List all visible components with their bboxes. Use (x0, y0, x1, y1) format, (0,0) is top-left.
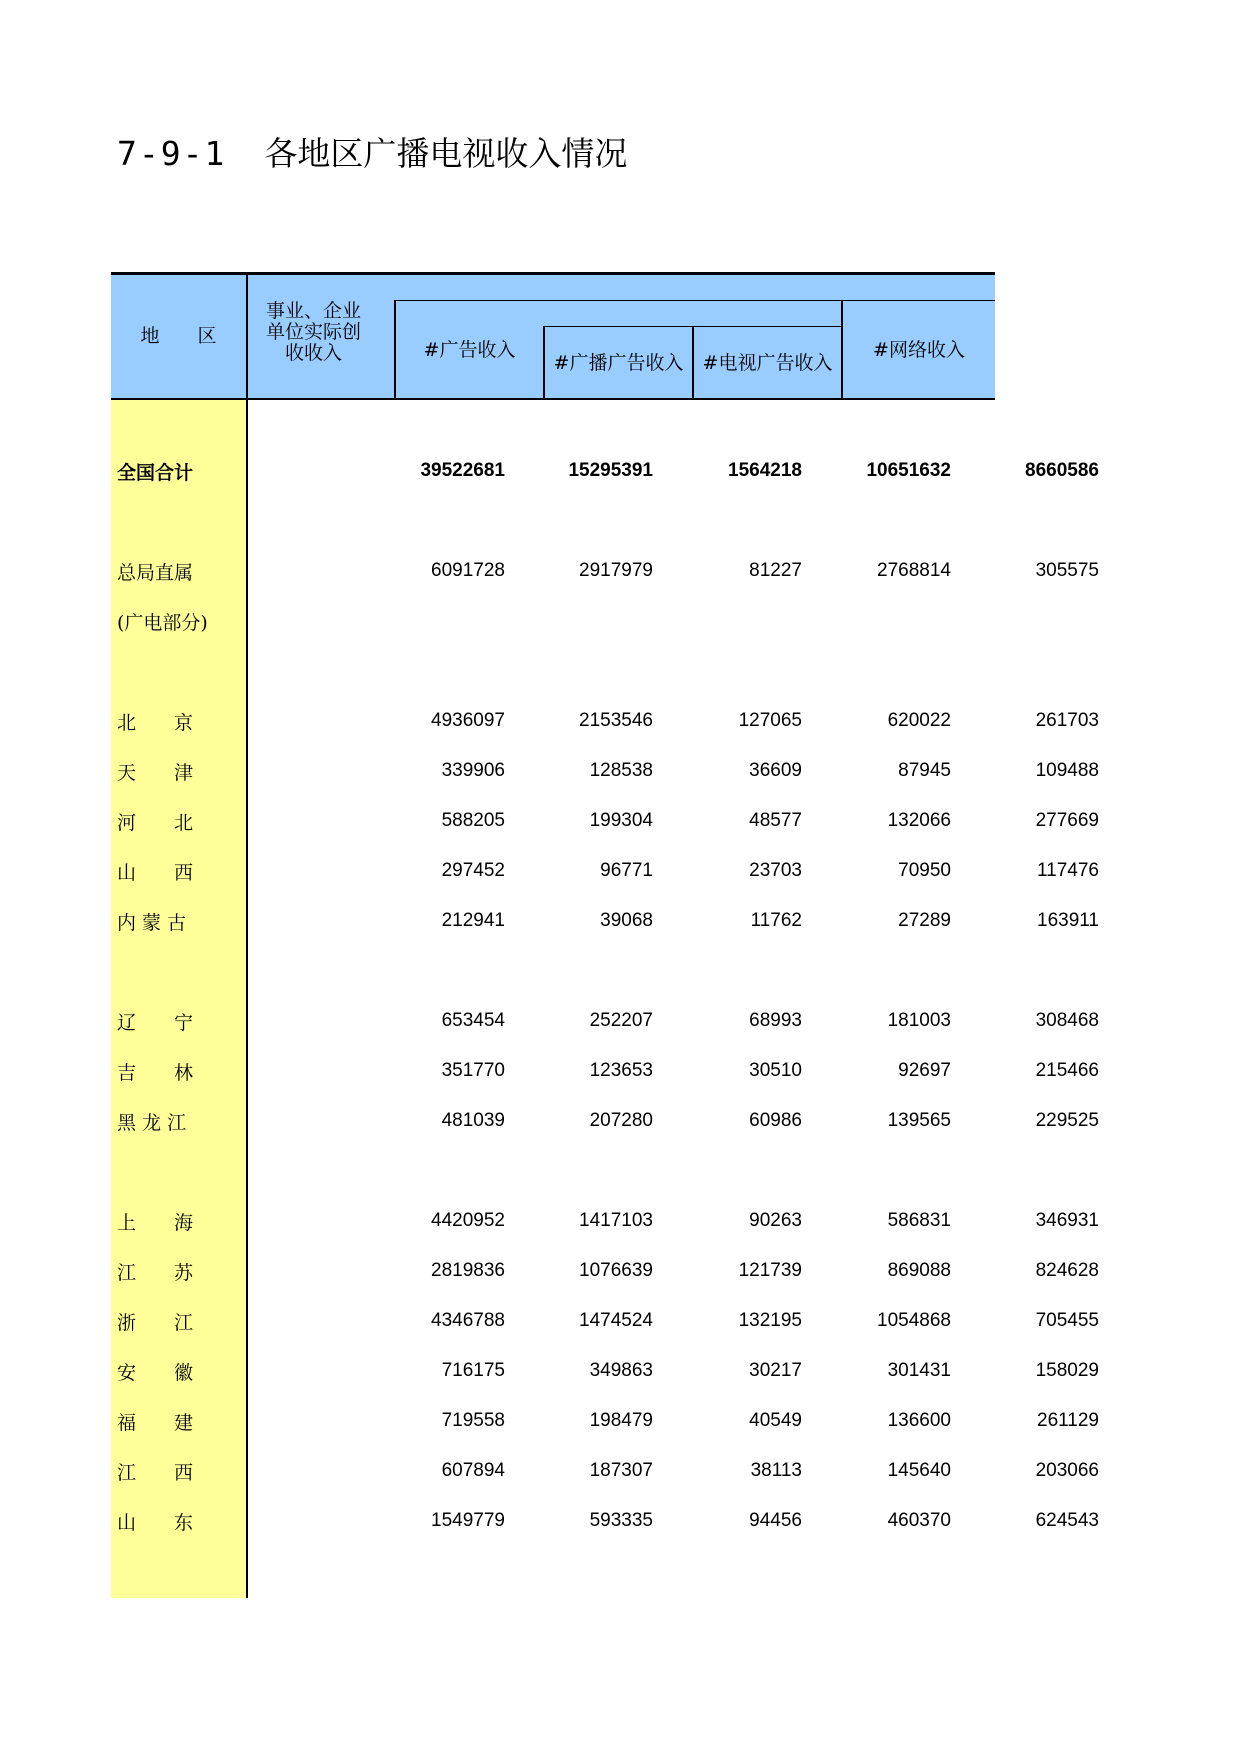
cell-ad-income: 39068 (600, 910, 653, 931)
cell-network: 8660586 (1025, 460, 1099, 481)
cell-network: 624543 (1035, 1510, 1099, 1531)
cell-radio-ad: 23703 (749, 860, 802, 881)
table-row (111, 706, 1099, 736)
cell-income: 6091728 (431, 560, 505, 581)
cell-tv-ad: 1054868 (877, 1310, 951, 1331)
cell-income: 4936097 (431, 710, 505, 731)
cell-income: 4346788 (431, 1310, 505, 1331)
table-row (111, 556, 1099, 586)
cell-income: 1549779 (431, 1510, 505, 1531)
cell-network: 261129 (1037, 1410, 1099, 1431)
region-name: 内 蒙 古 (117, 911, 187, 934)
cell-ad-income: 199304 (589, 810, 653, 831)
table-row (111, 756, 1099, 786)
cell-tv-ad: 27289 (898, 910, 951, 931)
cell-radio-ad: 30510 (749, 1060, 802, 1081)
cell-ad-income: 15295391 (568, 460, 653, 481)
cell-income: 481039 (441, 1110, 505, 1131)
cell-ad-income: 1076639 (579, 1260, 653, 1281)
cell-network: 705455 (1035, 1310, 1099, 1331)
cell-tv-ad: 620022 (887, 710, 951, 731)
table-row (111, 856, 1099, 886)
cell-income: 297452 (441, 860, 505, 881)
region-name: 河 北 (117, 811, 194, 834)
cell-ad-income: 207280 (589, 1110, 653, 1131)
cell-income: 653454 (441, 1010, 505, 1031)
cell-tv-ad: 460370 (887, 1510, 951, 1531)
table-row (111, 1406, 1099, 1436)
cell-ad-income: 123653 (589, 1060, 653, 1081)
cell-network: 305575 (1035, 560, 1099, 581)
region-name: 北 京 (117, 711, 194, 734)
table-row (111, 1356, 1099, 1386)
cell-income: 39522681 (420, 460, 505, 481)
region-name: 山 西 (117, 861, 194, 884)
cell-tv-ad: 139565 (887, 1110, 951, 1131)
cell-ad-income: 252207 (589, 1010, 653, 1031)
header-region: 地 区 (140, 325, 217, 347)
table-row (111, 1056, 1099, 1086)
cell-tv-ad: 87945 (898, 760, 951, 781)
cell-network: 158029 (1035, 1360, 1099, 1381)
table-row (111, 906, 1099, 936)
header-col3: #广播广告收入 (553, 351, 684, 374)
header-rule-inner (395, 300, 995, 301)
cell-tv-ad: 2768814 (877, 560, 951, 581)
cell-radio-ad: 90263 (749, 1210, 802, 1231)
region-name: 天 津 (117, 761, 194, 784)
region-name: 吉 林 (117, 1061, 194, 1084)
cell-tv-ad: 145640 (887, 1460, 951, 1481)
cell-network: 277669 (1035, 810, 1099, 831)
cell-income: 339906 (441, 760, 505, 781)
table-row (111, 806, 1099, 836)
table-row (111, 1456, 1099, 1486)
cell-income: 351770 (441, 1060, 505, 1081)
cell-network: 163911 (1037, 910, 1099, 931)
cell-ad-income: 1474524 (579, 1310, 653, 1331)
region-name: 全国合计 (117, 461, 194, 484)
cell-tv-ad: 10651632 (866, 460, 951, 481)
region-name: 黑 龙 江 (117, 1111, 187, 1134)
header-col4: #电视广告收入 (702, 351, 833, 374)
cell-ad-income: 187307 (589, 1460, 653, 1481)
table-row (111, 1206, 1099, 1236)
cell-tv-ad: 70950 (898, 860, 951, 881)
table-row (111, 1106, 1099, 1136)
cell-radio-ad: 30217 (749, 1360, 802, 1381)
region-name: 上 海 (117, 1211, 194, 1234)
table-row (111, 606, 995, 636)
cell-ad-income: 198479 (589, 1410, 653, 1431)
cell-tv-ad: 869088 (887, 1260, 951, 1281)
cell-ad-income: 2153546 (579, 710, 653, 731)
table-row (111, 1306, 1099, 1336)
cell-ad-income: 96771 (600, 860, 653, 881)
table-row (111, 1256, 1099, 1286)
region-name: 江 苏 (117, 1261, 194, 1284)
page-title (117, 128, 627, 175)
table-row (111, 1506, 1099, 1536)
cell-income: 719558 (441, 1410, 505, 1431)
table-row (111, 1006, 1099, 1036)
cell-radio-ad: 48577 (749, 810, 802, 831)
cell-network: 346931 (1035, 1210, 1099, 1231)
cell-ad-income: 593335 (589, 1510, 653, 1531)
cell-radio-ad: 38113 (750, 1460, 802, 1481)
region-name: 江 西 (117, 1461, 194, 1484)
income-table (111, 272, 1099, 1598)
cell-radio-ad: 60986 (749, 1110, 802, 1131)
cell-income: 4420952 (431, 1210, 505, 1231)
cell-income: 212941 (441, 910, 505, 931)
header-rule-inner (543, 326, 842, 327)
cell-ad-income: 1417103 (579, 1210, 653, 1231)
region-name: 总局直属 (117, 561, 194, 584)
region-name: 安 徽 (117, 1361, 194, 1384)
cell-radio-ad: 94456 (749, 1510, 802, 1531)
cell-radio-ad: 36609 (749, 760, 802, 781)
header-col2: #广告收入 (423, 338, 516, 361)
cell-ad-income: 2917979 (579, 560, 653, 581)
cell-tv-ad: 132066 (887, 810, 951, 831)
header-col1: 事业、企业单位实际创收收入 (265, 299, 361, 364)
cell-tv-ad: 92697 (898, 1060, 951, 1081)
cell-tv-ad: 586831 (887, 1210, 951, 1231)
region-name: 辽 宁 (117, 1011, 194, 1034)
cell-network: 203066 (1035, 1460, 1099, 1481)
table-row-total (111, 456, 1099, 486)
cell-network: 109488 (1035, 760, 1099, 781)
cell-tv-ad: 301431 (887, 1360, 951, 1381)
cell-network: 824628 (1035, 1260, 1099, 1281)
region-name: 福 建 (117, 1411, 194, 1434)
header-col5: #网络收入 (873, 338, 965, 361)
region-name: (广电部分) (117, 611, 208, 634)
cell-radio-ad: 121739 (738, 1260, 802, 1281)
table-number: 7-9-1 (117, 134, 227, 173)
region-name: 山 东 (117, 1511, 194, 1534)
cell-ad-income: 349863 (589, 1360, 653, 1381)
cell-income: 588205 (441, 810, 505, 831)
cell-radio-ad: 11762 (750, 910, 802, 931)
cell-radio-ad: 81227 (749, 560, 802, 581)
cell-radio-ad: 1564218 (728, 460, 802, 481)
table-title: 各地区广播电视收入情况 (264, 134, 628, 173)
cell-network: 261703 (1035, 710, 1099, 731)
cell-radio-ad: 40549 (749, 1410, 802, 1431)
cell-tv-ad: 136600 (887, 1410, 951, 1431)
cell-radio-ad: 132195 (738, 1310, 802, 1331)
cell-ad-income: 128538 (589, 760, 653, 781)
region-name: 浙 江 (117, 1311, 194, 1334)
cell-tv-ad: 181003 (887, 1010, 951, 1031)
cell-radio-ad: 127065 (738, 710, 802, 731)
cell-network: 215466 (1035, 1060, 1099, 1081)
cell-radio-ad: 68993 (749, 1010, 802, 1031)
cell-income: 607894 (441, 1460, 505, 1481)
cell-income: 2819836 (431, 1260, 505, 1281)
cell-network: 117476 (1037, 860, 1099, 881)
cell-network: 229525 (1035, 1110, 1099, 1131)
cell-network: 308468 (1035, 1010, 1099, 1031)
cell-income: 716175 (441, 1360, 505, 1381)
